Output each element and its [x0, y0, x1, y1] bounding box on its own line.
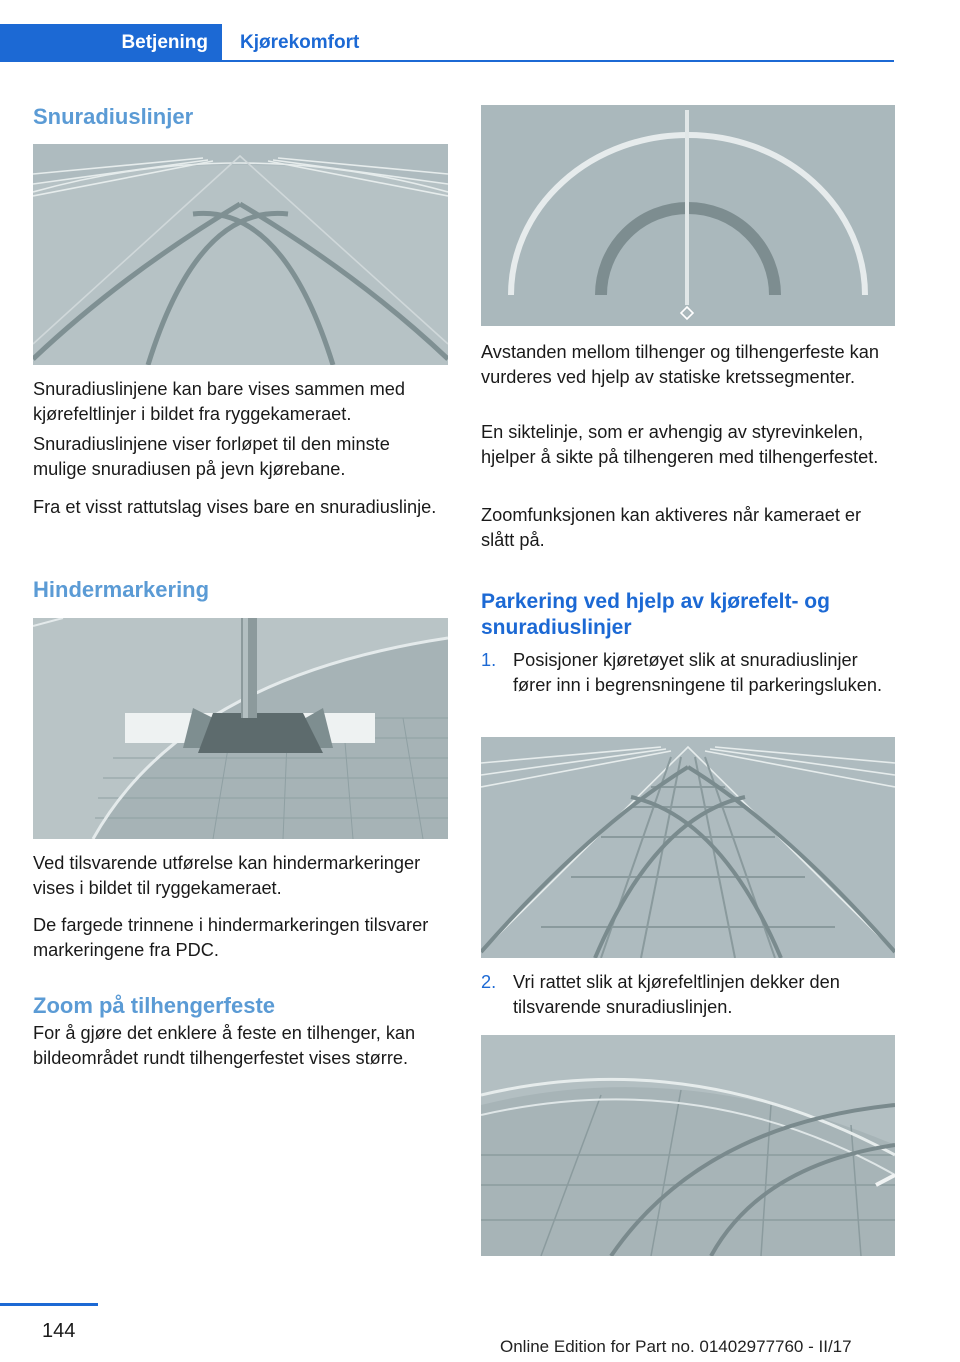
header-divider: [222, 60, 894, 62]
step-2-number: 2.: [481, 972, 497, 992]
step-2-text: Vri rattet slik at kjørefeltlinjen dekker den tilsvarende snuradiuslinjen.: [513, 972, 840, 1017]
figure-parking-lines-1: [481, 737, 895, 958]
paragraph-left-1: Snuradiuslinjene kan bare vises sammen med kjørefeltlinjer i bildet fra ryggekameraet.: [33, 379, 406, 424]
heading-hindermarkering: Hindermarkering: [33, 577, 210, 602]
heading-snuradiuslinjer: Snuradiuslinjer: [33, 104, 194, 129]
figure-turn-radius-lines: [33, 144, 448, 365]
paragraph-left-6: For å gjøre det enklere å feste en tilhenger, kan bildeområdet rundt tilhengerfestet vises større.: [33, 1023, 416, 1068]
header-tabbar: [0, 24, 894, 62]
step-1-number: 1.: [481, 650, 497, 670]
paragraph-right-1: Avstanden mellom tilhenger og tilhengerfeste kan vurderes ved hjelp av statiske kretssegmenter.: [481, 342, 880, 387]
figure-parking-lines-2: [481, 1035, 895, 1256]
heading-parkering: Parkering ved hjelp av kjørefelt- og snuradiuslinjer: [481, 590, 830, 639]
step-1-text: Posisjoner kjøretøyet slik at snuradiuslinjer fører inn i begrensningene til parkeringsluken.: [513, 650, 883, 695]
paragraph-left-5: De fargede trinnene i hindermarkeringen tilsvarer markeringene fra PDC.: [33, 915, 429, 960]
footer-rule: [0, 1303, 98, 1306]
paragraph-left-3: Fra et visst rattutslag vises bare en snuradiuslinje.: [33, 497, 437, 517]
paragraph-left-2: Snuradiuslinjene viser forløpet til den minste mulige snuradiusen på jevn kjørebane.: [33, 434, 390, 479]
tab-kjorekomfort[interactable]: Kjørekomfort: [240, 32, 360, 53]
figure-obstacle-marking: [33, 618, 448, 839]
tab-betjening[interactable]: Betjening: [0, 24, 222, 62]
figure-trailer-hitch-zoom: [481, 105, 895, 326]
paragraph-right-2: En siktelinje, som er avhengig av styrevinkelen, hjelper å sikte på tilhengeren med tilhengerfestet.: [481, 422, 879, 467]
page-number: 144: [42, 1320, 76, 1342]
heading-zoom-tilhengerfeste: Zoom på tilhengerfeste: [33, 993, 276, 1018]
paragraph-right-3: Zoomfunksjonen kan aktiveres når kameraet er slått på.: [481, 505, 862, 550]
footer-edition: Online Edition for Part no. 01402977760 - II/17: [500, 1337, 852, 1356]
paragraph-left-4: Ved tilsvarende utførelse kan hindermarkeringer vises i bildet til ryggekameraet.: [33, 853, 421, 898]
